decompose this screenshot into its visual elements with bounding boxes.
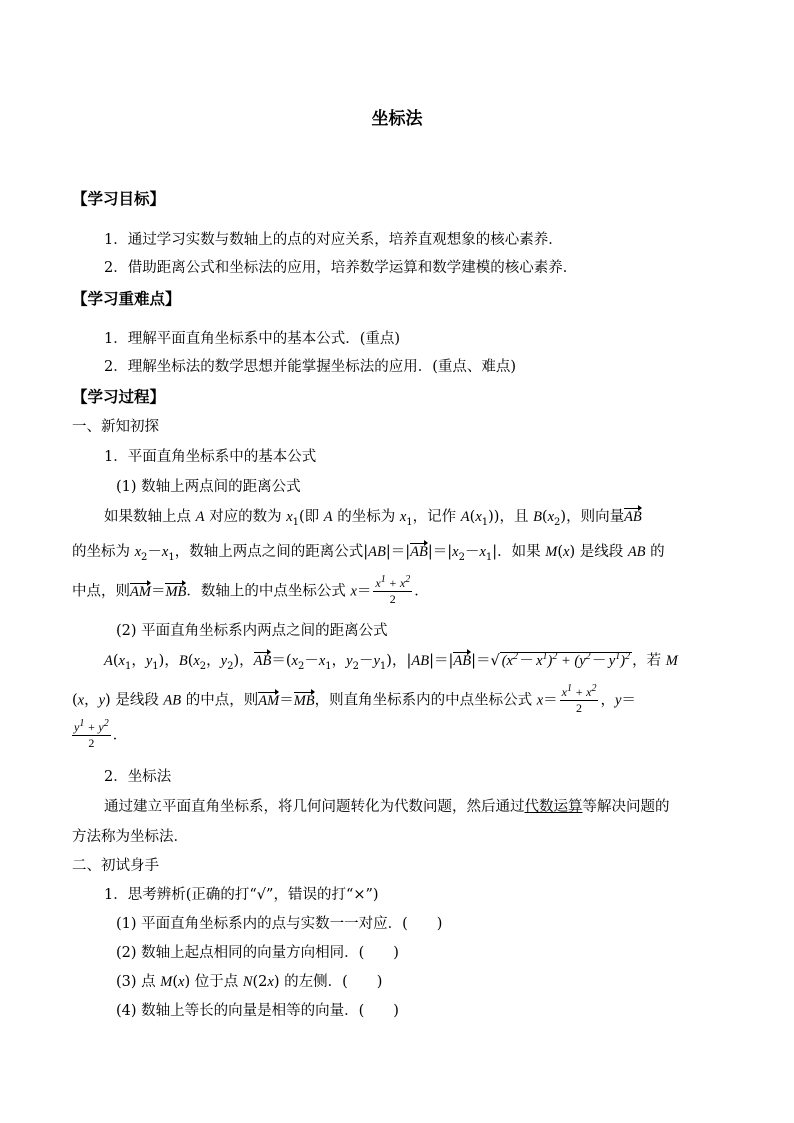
question-1: 1．思考辨析(正确的打“√”，错误的打“×”) <box>104 887 379 903</box>
paragraph-axis-2: 的坐标为 $x_2-x_1$，数轴上两点之间的距离公式$|AB|=|AB|=|x_2-x_1|$．如果 M(x) 是线段 AB 的 <box>72 541 722 563</box>
section-1-title: 一、新知初探 <box>72 419 159 435</box>
key-point-1: 1．理解平面直角坐标系中的基本公式．(重点) <box>104 331 401 347</box>
judge-item-3: (3) 点 M(x) 位于点 N(2x) 的左侧．( ) <box>116 974 383 990</box>
goal-1: 1．通过学习实数与数轴上的点的对应关系，培养直观想象的核心素养． <box>104 232 563 248</box>
paragraph-plane-3: $\frac{y^1 + y^2}{2}$ ． <box>74 718 128 750</box>
paragraph-method-1 <box>72 796 722 818</box>
method-text-a: 通过建立平面直角坐标系，将几何问题转化为代数问题，然后通过 <box>104 799 525 815</box>
heading-goals: 【学习目标】 <box>72 189 166 208</box>
key-point-2: 2．理解坐标法的数学思想并能掌握坐标法的应用．(重点、难点) <box>104 359 517 375</box>
heading-process: 【学习过程】 <box>72 387 166 406</box>
paragraph-plane-2: (x，y) 是线段 AB 的中点，则AM＝MB，则直角坐标系内的中点坐标公式 x＝ $\frac{x^1 + x^2}{2}$ ，y＝ <box>72 683 636 715</box>
goal-2: 2．借助距离公式和坐标法的应用，培养数学运算和数学建模的核心素养． <box>104 260 578 276</box>
subsection-coordinate-method: 2．坐标法 <box>104 769 172 785</box>
judge-item-2: (2) 数轴上起点相同的向量方向相同．( ) <box>116 945 399 961</box>
subsection-axis-distance: (1) 数轴上两点间的距离公式 <box>116 479 301 495</box>
page-title: 坐标法 <box>371 109 423 129</box>
heading-key-points: 【学习重难点】 <box>72 289 181 308</box>
judge-item-4: (4) 数轴上等长的向量是相等的向量．( ) <box>116 1003 399 1019</box>
subsection-basic-formulas: 1．平面直角坐标系中的基本公式 <box>104 449 317 465</box>
paragraph-plane-1: $A(x_1$，$y_1$)，$B(x_2$，$y_2$)，$AB=(x_2-x_1$，$y_2-y_1$)，|AB|＝|AB|＝√ $(x^2- x^1)^2 + (y^2- y^1)^2$ ，若 M <box>104 651 678 672</box>
section-2-title: 二、初试身手 <box>72 858 159 874</box>
paragraph-axis-1: 如果数轴上点 A 对应的数为 $x_1$(即 A 的坐标为 $x_1$，记作 $A(x_1)$)，且 $B(x_2)$，则向量AB <box>72 506 722 528</box>
paragraph-method-2: 方法称为坐标法． <box>72 829 188 845</box>
subsection-plane-distance: (2) 平面直角坐标系内两点之间的距离公式 <box>116 623 388 639</box>
method-text-underlined: 代数运算 <box>524 799 583 815</box>
judge-item-1: (1) 平面直角坐标系内的点与实数一一对应．( ) <box>116 916 443 932</box>
paragraph-axis-3: 中点，则AM＝MB．数轴上的中点坐标公式 x＝ $\frac{x^1 + x^2}{2}$ ． <box>72 574 429 606</box>
method-text-b: 等解决问题的 <box>582 799 670 815</box>
